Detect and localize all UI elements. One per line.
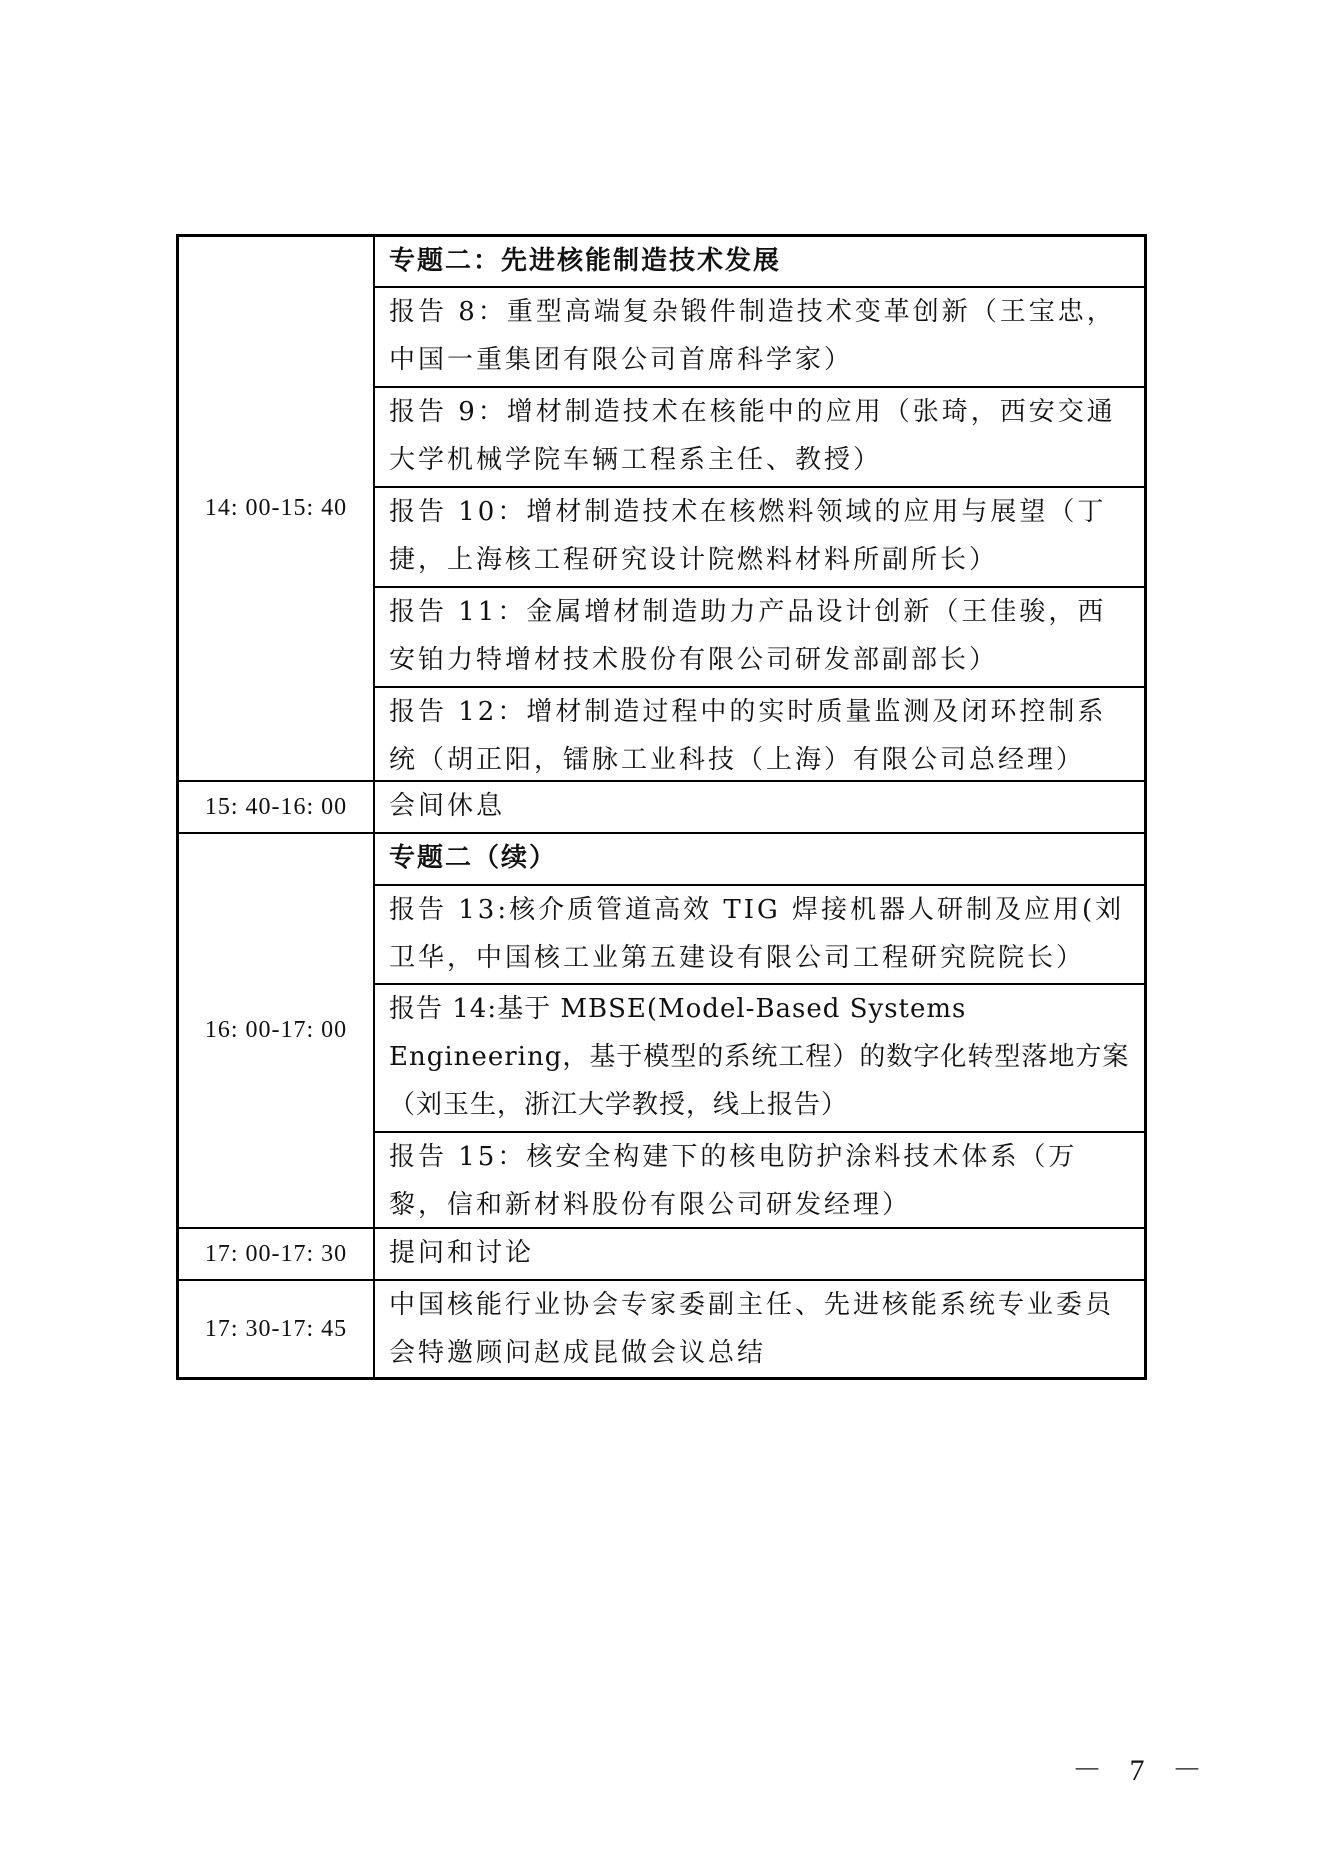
section-heading: 专题二：先进核能制造技术发展 bbox=[389, 246, 782, 276]
qa-item: 提问和讨论 bbox=[389, 1238, 535, 1268]
page-number: － 7 － bbox=[1072, 1754, 1212, 1787]
time-cell: 17: 30-17: 45 bbox=[179, 1281, 375, 1377]
report-item: 报告 10：增材制造技术在核燃料领域的应用与展望（丁捷，上海核工程研究设计院燃料材料所副所长） bbox=[375, 486, 1144, 586]
time-cell: 14: 00-15: 40 bbox=[179, 237, 375, 780]
section-heading: 专题二（续） bbox=[389, 843, 558, 873]
report-item: 报告 11：金属增材制造助力产品设计创新（王佳骏，西安铂力特增材技术股份有限公司研发部副部长） bbox=[375, 586, 1144, 686]
time-cell: 15: 40-16: 00 bbox=[179, 782, 375, 832]
report-item: 报告 8：重型高端复杂锻件制造技术变革创新（王宝忠，中国一重集团有限公司首席科学家） bbox=[375, 286, 1144, 386]
summary-item: 中国核能行业协会专家委副主任、先进核能系统专业委员会特邀顾问赵成昆做会议总结 bbox=[389, 1290, 1115, 1368]
agenda-row-session-2 bbox=[179, 237, 1144, 780]
report-item: 报告 13:核介质管道高效 TIG 焊接机器人研制及应用(刘卫华，中国核工业第五建设有限公司工程研究院院长） bbox=[375, 884, 1144, 983]
agenda-row-break bbox=[179, 780, 1144, 832]
time-cell: 16: 00-17: 00 bbox=[179, 834, 375, 1227]
break-item: 会间休息 bbox=[389, 791, 506, 821]
agenda-table bbox=[176, 234, 1147, 1380]
time-cell: 17: 00-17: 30 bbox=[179, 1229, 375, 1279]
agenda-row-summary bbox=[179, 1279, 1144, 1377]
report-item: 报告 15：核安全构建下的核电防护涂料技术体系（万黎，信和新材料股份有限公司研发经理） bbox=[375, 1131, 1144, 1227]
agenda-row-qa bbox=[179, 1227, 1144, 1279]
report-item: 报告 14:基于 MBSE(Model-Based Systems Engineering，基于模型的系统工程）的数字化转型落地方案（刘玉生，浙江大学教授，线上报告） bbox=[375, 983, 1144, 1131]
agenda-row-session-2-cont bbox=[179, 832, 1144, 1227]
report-item: 报告 12：增材制造过程中的实时质量监测及闭环控制系统（胡正阳，镭脉工业科技（上海）有限公司总经理） bbox=[375, 686, 1144, 780]
report-item: 报告 9：增材制造技术在核能中的应用（张琦，西安交通大学机械学院车辆工程系主任、教授） bbox=[375, 386, 1144, 486]
